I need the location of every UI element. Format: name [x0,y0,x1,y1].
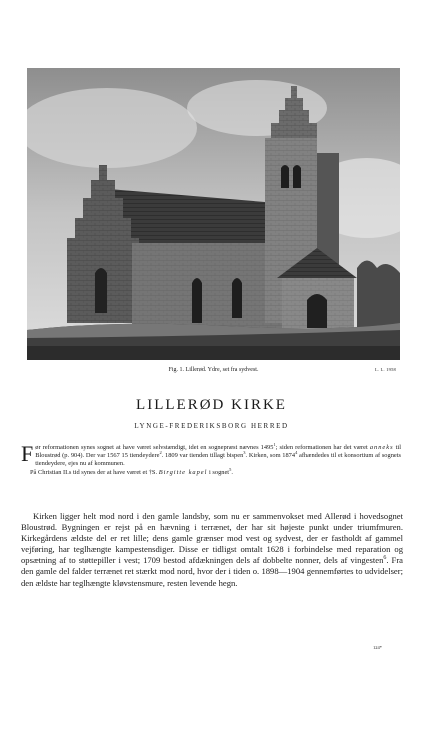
church-photograph [27,68,400,360]
district-subtitle: LYNGE-FREDERIKSBORG HERRED [134,422,289,430]
body-text: Kirken ligger helt mod nord i den gamle landsby, som nu er sammenvokset med Allerød i hovedsognet Bloustrød. Bygningen er rejst på en hævning i terrænet, der har sit højeste punkt under triumfmuren. Kirkegårdens ældste del er ret lille; dens gamle grænser mod vest og sydvest, der er fastholdt af gammel vejføring, har teglhængte kampestensdiger. Disse er tidligst omtalt 1628 i forbindelse med reparation og opsætning af to støttepiller i vest; 1709 bestod afdækningen dels af dobbelte nonner, dels af vingesten [21,511,403,566]
church-title: LILLERØD KIRKE [136,397,287,413]
page-number: 124* [373,645,382,650]
footnote-ref[interactable]: 4 [295,450,298,456]
intro-text: afhændedes til et konsortium af sognets tiendeydere, ejes nu af kommunen. [35,452,401,468]
footnote-ref[interactable]: 5 [229,466,232,472]
footnote-ref[interactable]: 3 [243,450,246,456]
footnote-ref[interactable]: 2 [159,450,162,456]
body-section [21,511,403,589]
intro-paragraph-2 [21,466,401,477]
footnote-ref[interactable]: 6 [383,555,387,562]
intro-text: På Christian II.s tid synes der at have været et †S. [30,468,159,476]
intro-text: . Kirken, som 1874 [245,452,296,460]
photo-credit: L. L. 1958 [375,367,396,372]
intro-text: ; siden reformationen har det været [275,444,370,451]
chapel-name: Birgitte kapel [158,468,208,476]
figure-caption: Fig. 1. Lillerød. Ydre, set fra sydvest. [168,367,259,373]
intro-text: . 1809 var tienden tillagt bispen [161,452,244,460]
drop-cap: F [21,441,34,466]
church-photo-drawing [27,68,400,360]
footnote-ref[interactable]: 1 [273,441,276,447]
intro-text: i sognet [207,468,230,476]
body-paragraph [21,511,403,589]
annex-term: anneks [369,444,394,451]
intro-section [21,441,401,477]
body-text: . Fra den gamle del falder terrænet ret stærkt mod nord, hvor der i tiden o. 1898—1904 gennemførtes to udvidelser; den ældste har teglhængte kløvstensmure, resten levende hegn. [21,555,403,588]
intro-text: til Bloustrød (p. 904). Der var 1567 15 tiendeydere [35,444,401,460]
intro-text: ør reformationen synes sognet at have været selvstændigt, idet en sognepræst nævnes 1495 [35,444,274,451]
intro-text: . [231,468,233,476]
figure-caption-line [27,364,400,376]
